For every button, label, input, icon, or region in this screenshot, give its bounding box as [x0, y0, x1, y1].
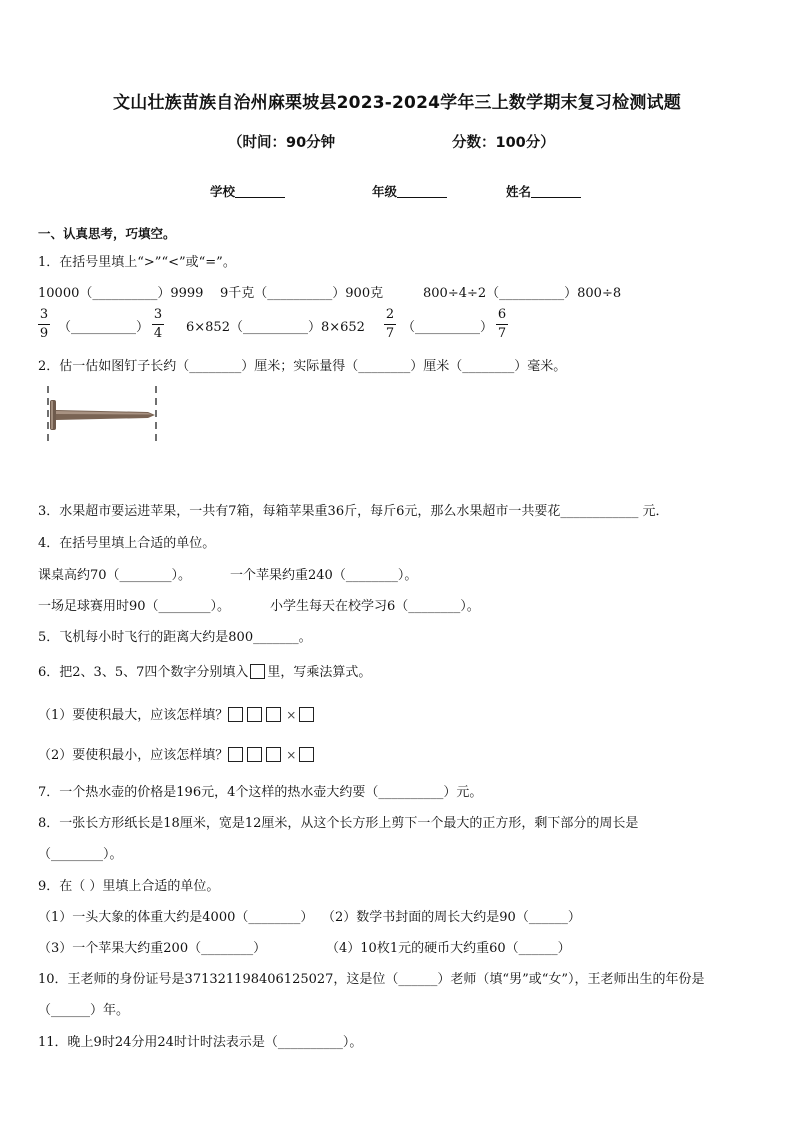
- answer-box[interactable]: [228, 707, 243, 722]
- fraction-3-9: [38, 308, 50, 341]
- school-field: [210, 182, 285, 200]
- q2-text: 2．估一估如图钉子长约（________）厘米；实际量得（________）厘米（________）毫米。: [38, 359, 567, 374]
- q9-part4: （4）10枚1元的硬币大约重60（______）: [326, 941, 571, 956]
- name-field: [506, 182, 581, 200]
- school-blank[interactable]: [235, 184, 285, 198]
- fraction-numerator: 2: [385, 307, 395, 322]
- fraction-denominator: 7: [497, 326, 507, 341]
- q6-part1-label: （1）要使积最大，应该怎样填？: [38, 708, 229, 723]
- q4-item-a: 课桌高约70（________）。: [38, 568, 192, 583]
- q5-text: 5．飞机每小时飞行的距离大约是800_______。: [38, 630, 312, 645]
- grade-blank[interactable]: [397, 184, 447, 198]
- q9-text: 9．在（ ）里填上合适的单位。: [38, 879, 220, 894]
- fraction-bar: [384, 324, 396, 325]
- name-blank[interactable]: [531, 184, 581, 198]
- q9-part3: （3）一个苹果大约重200（________）: [38, 941, 267, 956]
- answer-box[interactable]: [228, 747, 243, 762]
- q1-compare-a: 10000（__________）9999: [38, 286, 204, 301]
- fraction-3-4: [152, 308, 164, 341]
- grade-field: [372, 182, 447, 200]
- q1-fraction-blank-2: （__________）: [402, 320, 494, 335]
- q6-text-b: 里，写乘法算式。: [267, 665, 372, 680]
- q10-text: 10．王老师的身份证号是371321198406125027，这是位（______）老师（填“男”或“女”），王老师出生的年份是: [38, 972, 705, 987]
- q9-part2: （2）数学书封面的周长大约是90（______）: [322, 910, 581, 925]
- answer-box[interactable]: [299, 707, 314, 722]
- q6-part1: [38, 704, 318, 723]
- q1-compare-b: 9千克（__________）900克: [220, 286, 384, 301]
- school-label: 学校: [210, 184, 236, 199]
- answer-box[interactable]: [247, 707, 262, 722]
- q1-compare-d: 6×852（__________）8×652: [186, 320, 365, 335]
- fraction-denominator: 7: [385, 326, 395, 341]
- name-label: 姓名: [506, 184, 532, 199]
- q4-item-b: 一个苹果约重240（________）。: [230, 568, 418, 583]
- q4-item-c: 一场足球赛用时90（________）。: [38, 599, 231, 614]
- fraction-numerator: 3: [153, 307, 163, 322]
- page-title: 文山壮族苗族自治州麻栗坡县2023-2024学年三上数学期末复习检测试题: [113, 93, 681, 113]
- q7-text: 7．一个热水壶的价格是196元，4个这样的热水壶大约要（__________）元。: [38, 785, 483, 800]
- q6-text: [38, 661, 371, 680]
- times-sign: ×: [286, 748, 297, 762]
- q1-text: 1．在括号里填上“>”“<”或“=”。: [38, 255, 236, 270]
- exam-score: 分数：100分）: [452, 135, 555, 151]
- fraction-bar: [496, 324, 508, 325]
- q11-text: 11．晚上9时24分用24时计时法表示是（__________）。: [38, 1035, 363, 1050]
- q9-part1: （1）一头大象的体重大约是4000（________）: [38, 910, 314, 925]
- q6-part2-label: （2）要使积最小，应该怎样填？: [38, 748, 229, 763]
- box-icon: [250, 664, 265, 679]
- nail-image: [44, 384, 164, 446]
- q1-compare-c: 800÷4÷2（__________）800÷8: [423, 286, 622, 301]
- fraction-2-7: [384, 308, 396, 341]
- fraction-denominator: 4: [153, 326, 163, 341]
- q8-text: 8．一张长方形纸长是18厘米，宽是12厘米，从这个长方形上剪下一个最大的正方形，剩下部分的周长是: [38, 816, 639, 831]
- fraction-bar: [38, 324, 50, 325]
- answer-box[interactable]: [247, 747, 262, 762]
- fraction-numerator: 6: [497, 307, 507, 322]
- q4-item-d: 小学生每天在校学习6（________）。: [270, 599, 480, 614]
- section-heading: 一、认真思考，巧填空。: [38, 226, 176, 241]
- q6-part2: [38, 744, 318, 763]
- grade-label: 年级: [372, 184, 398, 199]
- answer-box[interactable]: [266, 707, 281, 722]
- q6-text-a: 6．把2、3、5、7四个数字分别填入: [38, 665, 249, 680]
- q1-fraction-blank-1: （__________）: [58, 320, 150, 335]
- answer-box[interactable]: [266, 747, 281, 762]
- q4-text: 4．在括号里填上合适的单位。: [38, 536, 216, 551]
- q8-blank: （________）。: [38, 847, 123, 862]
- answer-box[interactable]: [299, 747, 314, 762]
- fraction-6-7: [496, 308, 508, 341]
- fraction-denominator: 9: [39, 326, 49, 341]
- q10-blank: （______）年。: [38, 1003, 130, 1018]
- exam-time: （时间：90分钟: [228, 135, 336, 151]
- fraction-numerator: 3: [39, 307, 49, 322]
- fraction-bar: [152, 324, 164, 325]
- q3-text: 3．水果超市要运进苹果，一共有7箱，每箱苹果重36斤，每斤6元，那么水果超市一共要花____________ 元．: [38, 504, 669, 519]
- times-sign: ×: [286, 708, 297, 722]
